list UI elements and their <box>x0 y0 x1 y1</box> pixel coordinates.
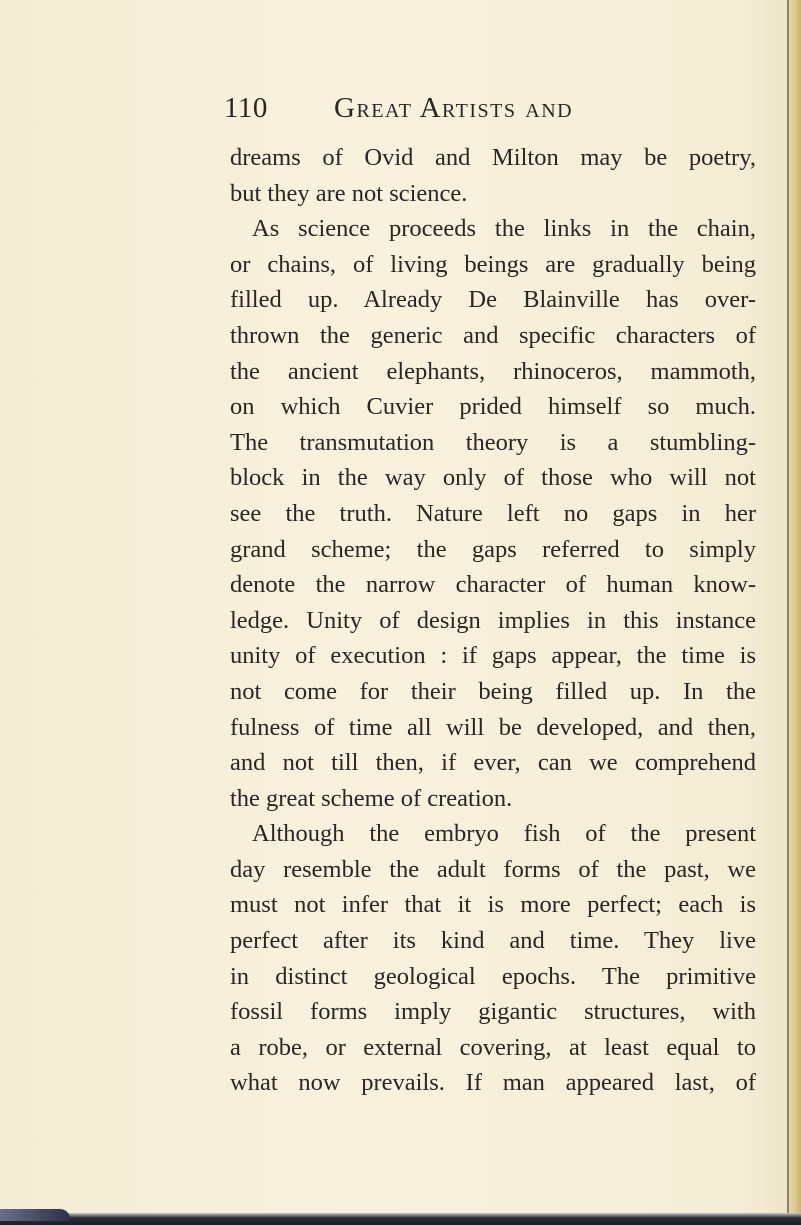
text-line: denote the narrow character of human know- <box>230 571 756 599</box>
page-header <box>224 92 724 128</box>
text-line: in distinct geological epochs. The primitive <box>230 962 756 990</box>
text-line: ledge. Unity of design implies in this instance <box>230 606 756 634</box>
text-line: what now prevails. If man appeared last, of <box>230 1069 756 1097</box>
text-line: fossil forms imply gigantic structures, with <box>230 998 756 1026</box>
text-line: see the truth. Nature left no gaps in her <box>230 499 756 527</box>
text-line: the great scheme of creation. <box>230 784 513 812</box>
text-line: and not till then, if ever, can we comprehend <box>230 749 756 777</box>
text-line: on which Cuvier prided himself so much. <box>230 393 756 421</box>
scanner-bottom-edge <box>0 1213 801 1225</box>
text-line: grand scheme; the gaps referred to simply <box>230 535 756 563</box>
text-line: fulness of time all will be developed, and then, <box>230 713 756 741</box>
page-number: 110 <box>224 92 268 124</box>
text-line: not come for their being filled up. In the <box>230 677 756 705</box>
text-line: the ancient elephants, rhinoceros, mammoth, <box>230 357 756 385</box>
text-line: filled up. Already De Blainville has over- <box>230 286 756 314</box>
text-line: unity of execution : if gaps appear, the time is <box>230 642 756 670</box>
running-head: Great Artists and <box>334 92 574 124</box>
scanner-corner <box>0 1209 70 1221</box>
text-line: block in the way only of those who will not <box>230 464 756 492</box>
text-line: but they are not science. <box>230 179 468 207</box>
text-line: As science proceeds the links in the chain, <box>252 215 756 243</box>
text-line: must not infer that it is more perfect; each is <box>230 891 756 919</box>
text-line: day resemble the adult forms of the past, we <box>230 855 756 883</box>
text-line: The transmutation theory is a stumbling- <box>230 428 756 456</box>
page-edge-shadow-line <box>787 0 789 1225</box>
text-line: thrown the generic and specific characters of <box>230 321 756 349</box>
body-text <box>230 140 756 1101</box>
text-line: dreams of Ovid and Milton may be poetry, <box>230 144 756 171</box>
text-line: a robe, or external covering, at least equal to <box>230 1033 756 1061</box>
text-line: Although the embryo fish of the present <box>252 820 756 848</box>
text-line: perfect after its kind and time. They live <box>230 927 756 955</box>
page-right-edge <box>787 0 801 1225</box>
text-line: or chains, of living beings are gradually being <box>230 250 756 278</box>
